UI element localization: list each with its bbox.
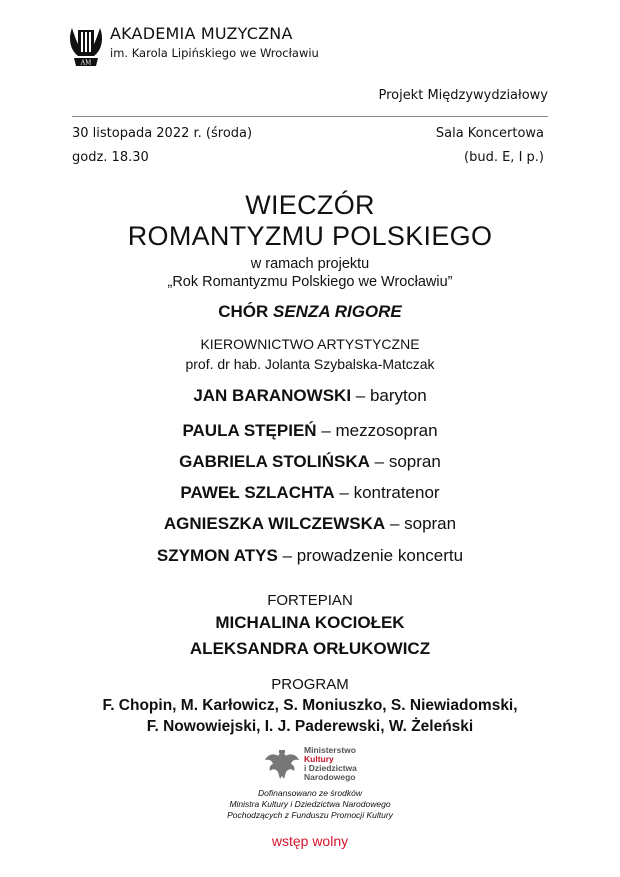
- performer: [0, 546, 620, 566]
- academy-subtitle: im. Karola Lipińskiego we Wrocławiu: [110, 46, 319, 60]
- subtitle-line-1: w ramach projektu: [250, 256, 370, 272]
- funding-line: Ministra Kultury i Dziedzictwa Narodowego: [229, 799, 391, 809]
- performer-name: AGNIESZKA WILCZEWSKA: [163, 514, 386, 533]
- subtitle-line-2: „Rok Romantyzmu Polskiego we Wrocławiu”: [167, 274, 453, 290]
- free-entry-note: wstęp wolny: [271, 833, 349, 849]
- program-line: F. Chopin, M. Karłowicz, S. Moniuszko, S. Niewiadomski,: [102, 697, 518, 714]
- direction-name: prof. dr hab. Jolanta Szybalska-Matczak: [185, 356, 435, 372]
- ministry-line-4: Narodowego: [304, 772, 356, 782]
- svg-text:AM: AM: [80, 59, 92, 67]
- choir-prefix: CHÓR: [218, 302, 269, 321]
- program-line: F. Nowowiejski, I. J. Paderewski, W. Żeleński: [146, 718, 474, 735]
- event-venue-detail: (bud. E, I p.): [464, 150, 544, 165]
- performer: [0, 514, 620, 534]
- funding-line: Pochodzących z Funduszu Promocji Kultury: [227, 810, 393, 820]
- ministry-line-1: Ministerstwo: [304, 745, 356, 755]
- ministry-line-2: Kultury: [304, 754, 334, 764]
- event-venue: Sala Koncertowa: [435, 126, 544, 141]
- performer-name: JAN BARANOWSKI: [193, 386, 352, 405]
- pianist-name: MICHALINA KOCIOŁEK: [215, 613, 405, 632]
- performer-role: – prowadzenie koncertu: [282, 546, 464, 565]
- title-line-1: WIECZÓR: [245, 190, 375, 220]
- performer-name: PAWEŁ SZLACHTA: [180, 483, 335, 502]
- eagle-emblem-icon: [262, 746, 302, 782]
- program-heading: PROGRAM: [271, 676, 349, 693]
- performer: [0, 421, 620, 441]
- performer-name: PAULA STĘPIEŃ: [182, 421, 317, 440]
- performer-name: SZYMON ATYS: [156, 546, 278, 565]
- performer-role: – mezzosopran: [321, 421, 438, 440]
- funding-line: Dofinansowano ze środków: [258, 788, 362, 798]
- performer-name: GABRIELA STOLIŃSKA: [179, 452, 370, 471]
- performer: [0, 386, 620, 406]
- event-time: godz. 18.30: [72, 150, 149, 165]
- performer: [0, 483, 620, 503]
- piano-heading: FORTEPIAN: [267, 592, 353, 609]
- performer-role: – sopran: [374, 452, 441, 471]
- header-divider: [72, 116, 548, 117]
- choir-name: SENZA RIGORE: [273, 302, 402, 321]
- performer-role: – kontratenor: [339, 483, 440, 502]
- choir-title: [0, 302, 620, 322]
- academy-name: AKADEMIA MUZYCZNA: [110, 24, 293, 43]
- performer: [0, 452, 620, 472]
- performer-role: – baryton: [355, 386, 427, 405]
- performer-role: – sopran: [389, 514, 457, 533]
- direction-heading: KIEROWNICTWO ARTYSTYCZNE: [200, 336, 420, 352]
- project-label: Projekt Międzywydziałowy: [378, 88, 548, 103]
- ministry-line-3: i Dziedzictwa: [304, 763, 357, 773]
- title-line-2: ROMANTYZMU POLSKIEGO: [127, 221, 493, 251]
- lyre-logo-icon: [66, 20, 106, 70]
- event-date: 30 listopada 2022 r. (środa): [72, 126, 253, 141]
- pianist-name: ALEKSANDRA ORŁUKOWICZ: [189, 639, 431, 658]
- ministry-logo-text: [304, 746, 357, 782]
